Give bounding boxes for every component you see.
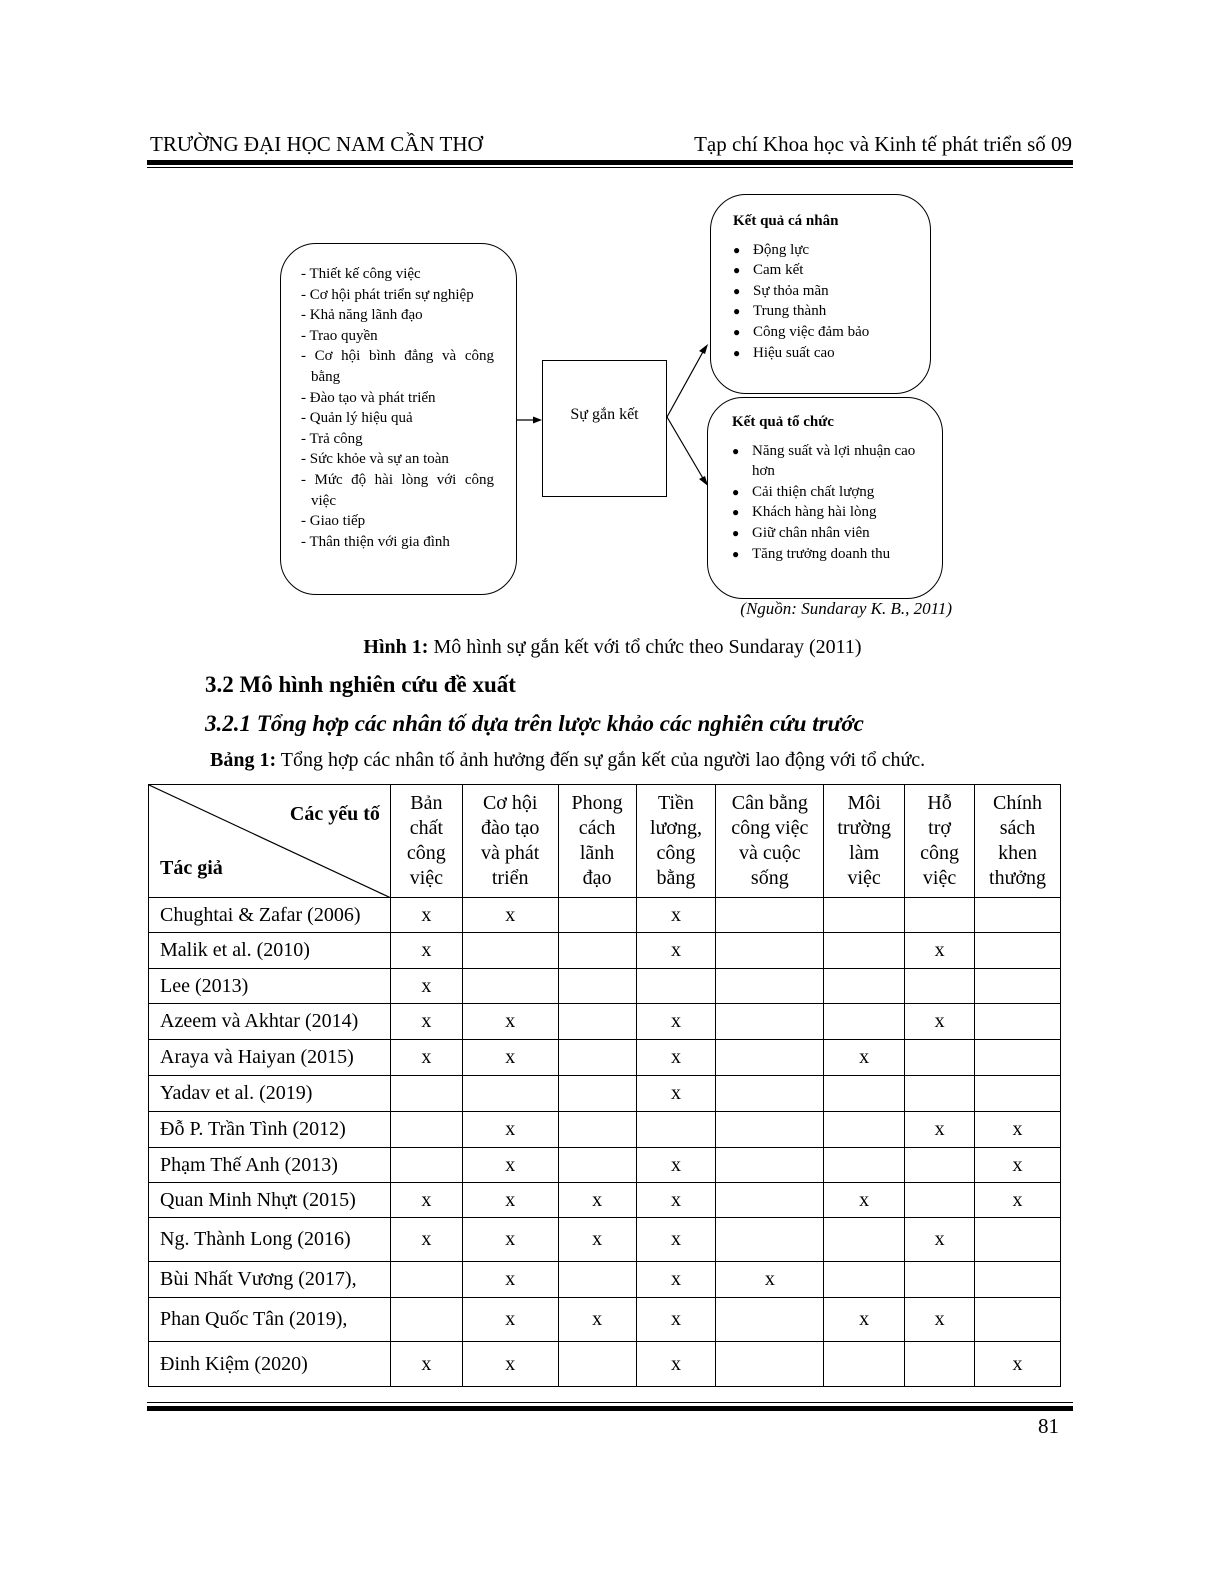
organizational-outcome-item bbox=[732, 482, 930, 503]
factor-mark-cell: x bbox=[636, 1004, 716, 1040]
factor-header-line: Bản bbox=[410, 792, 443, 814]
factor-header-line: làm bbox=[849, 842, 880, 864]
factor-header-line: Hỗ bbox=[927, 792, 952, 814]
factor-mark-cell bbox=[636, 969, 716, 1004]
organizational-outcome-item-text: Năng suất và lợi nhuận cao hơn bbox=[752, 442, 916, 480]
journal-institution: TRƯỜNG ĐẠI HỌC NAM CẦN THƠ bbox=[150, 132, 483, 156]
factor-mark-cell bbox=[824, 1218, 905, 1262]
factor-mark-cell bbox=[716, 1183, 824, 1218]
organizational-outcome-item bbox=[732, 544, 930, 565]
factor-header-line: Môi bbox=[847, 792, 881, 814]
engagement-label: Sự gắn kết bbox=[570, 405, 639, 423]
factor-mark-cell: x bbox=[905, 1112, 975, 1148]
factor-header-line: công bbox=[656, 842, 696, 864]
personal-outcomes-list bbox=[733, 240, 916, 364]
factor-mark-cell bbox=[975, 898, 1061, 933]
table-row bbox=[149, 1183, 1061, 1218]
factor-column-header bbox=[975, 785, 1061, 898]
factor-mark-cell: x bbox=[975, 1112, 1061, 1148]
personal-outcome-item bbox=[733, 281, 916, 302]
factor-header-line: triển bbox=[491, 867, 529, 889]
factor-mark-cell bbox=[905, 1040, 975, 1076]
table-row bbox=[149, 1112, 1061, 1148]
personal-outcome-item bbox=[733, 301, 916, 322]
factor-header-line: việc bbox=[847, 867, 881, 889]
factor-mark-cell: x bbox=[390, 1183, 462, 1218]
factor-mark-cell: x bbox=[462, 1183, 558, 1218]
factor-header-line: việc bbox=[409, 867, 443, 889]
factor-mark-cell bbox=[558, 1112, 636, 1148]
factor-mark-cell bbox=[824, 1076, 905, 1112]
factor-mark-cell: x bbox=[636, 1262, 716, 1298]
factor-column-header bbox=[636, 785, 716, 898]
driver-item: - Khả năng lãnh đạo bbox=[301, 307, 423, 324]
factor-mark-cell bbox=[390, 1262, 462, 1298]
factor-header-line: và phát bbox=[481, 842, 540, 864]
organizational-outcome-item bbox=[732, 441, 930, 482]
author-cell: Phạm Thế Anh (2013) bbox=[149, 1148, 391, 1183]
factor-mark-cell bbox=[905, 1342, 975, 1387]
driver-item: - Đào tạo và phát triển bbox=[301, 389, 436, 406]
driver-item: - Mức độ hài lòng với công việc bbox=[301, 471, 494, 509]
factor-mark-cell: x bbox=[636, 1183, 716, 1218]
factor-mark-cell: x bbox=[975, 1148, 1061, 1183]
organizational-outcome-item-text: Khách hàng hài lòng bbox=[752, 504, 877, 521]
organizational-outcome-item-text: Tăng trưởng doanh thu bbox=[752, 545, 891, 562]
factor-mark-cell bbox=[975, 1218, 1061, 1262]
factor-mark-cell: x bbox=[905, 1218, 975, 1262]
factor-mark-cell bbox=[716, 1112, 824, 1148]
factor-mark-cell bbox=[558, 933, 636, 969]
figure-caption bbox=[0, 636, 1225, 659]
factor-mark-cell bbox=[462, 969, 558, 1004]
factor-header-line: Chính bbox=[993, 792, 1042, 814]
table-row bbox=[149, 898, 1061, 933]
factor-mark-cell: x bbox=[905, 1298, 975, 1342]
factor-mark-cell bbox=[558, 1076, 636, 1112]
factor-mark-cell: x bbox=[636, 1342, 716, 1387]
table-row bbox=[149, 1004, 1061, 1040]
factor-mark-cell: x bbox=[636, 1148, 716, 1183]
factor-mark-cell: x bbox=[390, 933, 462, 969]
factor-mark-cell bbox=[716, 1076, 824, 1112]
table-caption bbox=[210, 749, 925, 772]
factor-mark-cell bbox=[905, 1183, 975, 1218]
factor-header-line: trợ bbox=[928, 817, 951, 839]
factor-mark-cell: x bbox=[636, 1218, 716, 1262]
factor-mark-cell bbox=[558, 1040, 636, 1076]
factor-header-line: công bbox=[406, 842, 446, 864]
table-header-row bbox=[149, 785, 1061, 898]
factor-mark-cell: x bbox=[558, 1183, 636, 1218]
author-cell: Phan Quốc Tân (2019), bbox=[149, 1298, 391, 1342]
factor-mark-cell bbox=[975, 1076, 1061, 1112]
organizational-outcome-item-text: Cải thiện chất lượng bbox=[752, 483, 875, 500]
footer-rule-thick bbox=[147, 1406, 1073, 1411]
personal-outcomes-title: Kết quả cá nhân bbox=[733, 213, 839, 229]
factor-header-line: Phong bbox=[571, 792, 623, 814]
factor-header-line: bằng bbox=[656, 867, 696, 889]
factor-mark-cell bbox=[716, 969, 824, 1004]
driver-item: - Giao tiếp bbox=[301, 513, 366, 530]
corner-factors-label: Các yếu tố bbox=[289, 803, 380, 825]
footer-rule-thin bbox=[147, 1402, 1073, 1403]
personal-outcomes-box bbox=[710, 194, 931, 394]
factor-header-line: và cuộc bbox=[738, 842, 801, 864]
factor-column-header bbox=[824, 785, 905, 898]
table-row bbox=[149, 933, 1061, 969]
table-caption-text: Tổng hợp các nhân tố ảnh hưởng đến sự gắn kết của người lao động với tổ chức. bbox=[276, 749, 926, 771]
factor-mark-cell bbox=[558, 1004, 636, 1040]
factor-header-line: chất bbox=[409, 817, 443, 839]
personal-outcome-item-text: Công việc đảm bảo bbox=[753, 323, 870, 340]
factor-mark-cell bbox=[716, 1040, 824, 1076]
bullet-icon: ● bbox=[733, 242, 741, 257]
organizational-outcomes-title: Kết quả tổ chức bbox=[732, 414, 834, 430]
table-corner-cell bbox=[149, 785, 391, 898]
factor-mark-cell bbox=[716, 933, 824, 969]
factor-mark-cell bbox=[390, 1148, 462, 1183]
factor-mark-cell: x bbox=[905, 933, 975, 969]
factor-header-line: Cân bằng bbox=[731, 792, 808, 814]
author-cell: Lee (2013) bbox=[149, 969, 391, 1004]
factor-mark-cell bbox=[824, 1112, 905, 1148]
table-row bbox=[149, 1262, 1061, 1298]
author-cell: Ng. Thành Long (2016) bbox=[149, 1218, 391, 1262]
bullet-icon: ● bbox=[732, 525, 740, 540]
factor-mark-cell bbox=[390, 1076, 462, 1112]
driver-item: - Trả công bbox=[301, 430, 363, 447]
factor-mark-cell bbox=[716, 1218, 824, 1262]
factor-header-line: khen bbox=[998, 842, 1037, 864]
factor-mark-cell bbox=[716, 1004, 824, 1040]
factor-mark-cell bbox=[558, 969, 636, 1004]
factor-mark-cell: x bbox=[390, 1040, 462, 1076]
bullet-icon: ● bbox=[733, 283, 741, 298]
personal-outcome-item bbox=[733, 343, 916, 364]
factor-header-line: sống bbox=[750, 867, 789, 889]
corner-authors-label: Tác giả bbox=[160, 857, 223, 879]
factor-mark-cell bbox=[975, 1298, 1061, 1342]
factor-mark-cell bbox=[905, 1148, 975, 1183]
factor-mark-cell bbox=[824, 1004, 905, 1040]
factor-mark-cell: x bbox=[462, 1262, 558, 1298]
factor-header-line: lương, bbox=[649, 817, 702, 839]
author-cell: Quan Minh Nhựt (2015) bbox=[149, 1183, 391, 1218]
factor-mark-cell: x bbox=[558, 1218, 636, 1262]
factor-mark-cell: x bbox=[462, 1112, 558, 1148]
factor-mark-cell: x bbox=[558, 1298, 636, 1342]
table-row bbox=[149, 1218, 1061, 1262]
factor-mark-cell bbox=[824, 933, 905, 969]
personal-outcome-item bbox=[733, 240, 916, 261]
factor-mark-cell bbox=[905, 1076, 975, 1112]
factor-mark-cell bbox=[824, 898, 905, 933]
factor-header-line: công bbox=[920, 842, 959, 864]
factor-mark-cell bbox=[390, 1298, 462, 1342]
bullet-icon: ● bbox=[733, 304, 741, 319]
factor-mark-cell: x bbox=[716, 1262, 824, 1298]
factor-mark-cell bbox=[636, 1112, 716, 1148]
figure-source: (Nguồn: Sundaray K. B., 2011) bbox=[740, 599, 952, 618]
driver-item: - Thân thiện với gia đình bbox=[301, 533, 450, 550]
factor-mark-cell bbox=[716, 898, 824, 933]
factor-column-header bbox=[462, 785, 558, 898]
driver-item: - Thiết kế công việc bbox=[301, 266, 421, 282]
factor-mark-cell: x bbox=[390, 1218, 462, 1262]
figure-caption-text: Mô hình sự gắn kết với tổ chức theo Sundaray (2011) bbox=[428, 636, 862, 658]
factor-mark-cell: x bbox=[462, 1298, 558, 1342]
table-row bbox=[149, 1076, 1061, 1112]
table-row bbox=[149, 969, 1061, 1004]
table-row bbox=[149, 1298, 1061, 1342]
bullet-icon: ● bbox=[732, 443, 740, 458]
figure-caption-label: Hình 1: bbox=[363, 636, 429, 658]
factor-mark-cell bbox=[558, 1262, 636, 1298]
personal-outcome-item bbox=[733, 322, 916, 343]
driver-item: - Trao quyền bbox=[301, 327, 378, 344]
author-cell: Malik et al. (2010) bbox=[149, 933, 391, 969]
author-cell: Azeem và Akhtar (2014) bbox=[149, 1004, 391, 1040]
organizational-outcome-item-text: Giữ chân nhân viên bbox=[752, 524, 870, 541]
factor-mark-cell bbox=[390, 1112, 462, 1148]
factor-mark-cell: x bbox=[462, 1148, 558, 1183]
author-cell: Yadav et al. (2019) bbox=[149, 1076, 391, 1112]
driver-item: - Sức khỏe và sự an toàn bbox=[301, 451, 449, 468]
factor-header-line: việc bbox=[922, 867, 957, 889]
bullet-icon: ● bbox=[733, 324, 741, 339]
factor-mark-cell: x bbox=[462, 1218, 558, 1262]
factor-mark-cell bbox=[558, 1148, 636, 1183]
driver-item: - Cơ hội phát triển sự nghiệp bbox=[301, 286, 474, 303]
table-row bbox=[149, 1148, 1061, 1183]
factor-column-header bbox=[905, 785, 975, 898]
factor-mark-cell: x bbox=[390, 898, 462, 933]
personal-outcome-item-text: Cam kết bbox=[753, 262, 804, 279]
journal-title: Tạp chí Khoa học và Kinh tế phát triển số 09 bbox=[694, 132, 1072, 156]
driver-item: - Quản lý hiệu quả bbox=[301, 410, 413, 427]
organizational-outcomes-list bbox=[732, 441, 930, 565]
factor-header-line: Tiền bbox=[657, 792, 694, 814]
factor-mark-cell: x bbox=[636, 933, 716, 969]
factor-mark-cell bbox=[824, 1148, 905, 1183]
factor-mark-cell bbox=[975, 1262, 1061, 1298]
factor-column-header bbox=[558, 785, 636, 898]
factor-mark-cell: x bbox=[975, 1183, 1061, 1218]
factor-mark-cell: x bbox=[636, 1076, 716, 1112]
factor-mark-cell: x bbox=[462, 1040, 558, 1076]
factor-column-header bbox=[390, 785, 462, 898]
factor-mark-cell: x bbox=[636, 1040, 716, 1076]
engagement-box bbox=[542, 360, 667, 497]
factor-header-line: công việc bbox=[731, 817, 809, 839]
personal-outcome-item-text: Sự thỏa mãn bbox=[753, 282, 829, 299]
factor-mark-cell bbox=[905, 898, 975, 933]
author-cell: Chughtai & Zafar (2006) bbox=[149, 898, 391, 933]
factor-header-line: đạo bbox=[582, 867, 612, 889]
factor-header-line: Cơ hội bbox=[482, 792, 538, 814]
figure-arrows bbox=[0, 0, 1225, 700]
author-cell: Đinh Kiệm (2020) bbox=[149, 1342, 391, 1387]
organizational-outcomes-box bbox=[707, 397, 943, 599]
organizational-outcome-item bbox=[732, 523, 930, 544]
author-cell: Đỗ P. Trần Tình (2012) bbox=[149, 1112, 391, 1148]
factor-mark-cell: x bbox=[462, 1342, 558, 1387]
factor-mark-cell bbox=[716, 1298, 824, 1342]
factor-mark-cell: x bbox=[390, 1004, 462, 1040]
bullet-icon: ● bbox=[733, 263, 741, 278]
factor-header-line: lãnh bbox=[579, 842, 615, 864]
author-cell: Bùi Nhất Vương (2017), bbox=[149, 1262, 391, 1298]
factor-mark-cell: x bbox=[636, 898, 716, 933]
factor-mark-cell bbox=[824, 969, 905, 1004]
factor-mark-cell: x bbox=[390, 1342, 462, 1387]
subsection-heading: 3.2.1 Tổng hợp các nhân tố dựa trên lược khảo các nghiên cứu trước bbox=[205, 711, 864, 736]
factor-mark-cell bbox=[975, 1004, 1061, 1040]
personal-outcome-item-text: Trung thành bbox=[753, 303, 827, 320]
factor-mark-cell bbox=[975, 969, 1061, 1004]
bullet-icon: ● bbox=[732, 546, 740, 561]
page-number: 81 bbox=[1038, 1414, 1059, 1438]
factor-mark-cell: x bbox=[905, 1004, 975, 1040]
factor-column-header bbox=[716, 785, 824, 898]
bullet-icon: ● bbox=[732, 484, 740, 499]
factor-header-line: đào tạo bbox=[481, 817, 540, 839]
personal-outcome-item-text: Động lực bbox=[753, 241, 810, 258]
factors-table bbox=[148, 784, 1061, 1387]
factor-mark-cell bbox=[905, 969, 975, 1004]
author-cell: Araya và Haiyan (2015) bbox=[149, 1040, 391, 1076]
table-row bbox=[149, 1040, 1061, 1076]
factor-mark-cell: x bbox=[462, 1004, 558, 1040]
factor-mark-cell bbox=[462, 1076, 558, 1112]
personal-outcome-item-text: Hiệu suất cao bbox=[753, 344, 835, 361]
factor-mark-cell: x bbox=[462, 898, 558, 933]
factor-mark-cell: x bbox=[824, 1183, 905, 1218]
factor-mark-cell: x bbox=[824, 1040, 905, 1076]
factor-mark-cell bbox=[975, 1040, 1061, 1076]
factor-mark-cell bbox=[558, 898, 636, 933]
section-heading: 3.2 Mô hình nghiên cứu đề xuất bbox=[205, 672, 516, 697]
organizational-outcome-item bbox=[732, 502, 930, 523]
factor-mark-cell bbox=[824, 1342, 905, 1387]
factor-header-line: trường bbox=[837, 817, 891, 839]
table-caption-label: Bảng 1: bbox=[210, 749, 277, 771]
personal-outcome-item bbox=[733, 260, 916, 281]
driver-item: - Cơ hội bình đẳng và công bằng bbox=[301, 348, 494, 385]
bullet-icon: ● bbox=[733, 345, 741, 360]
factor-mark-cell: x bbox=[390, 969, 462, 1004]
factor-mark-cell bbox=[462, 933, 558, 969]
factor-header-line: thưởng bbox=[989, 867, 1046, 889]
bullet-icon: ● bbox=[732, 505, 740, 520]
factor-mark-cell bbox=[824, 1262, 905, 1298]
factor-mark-cell: x bbox=[636, 1298, 716, 1342]
factor-mark-cell bbox=[975, 933, 1061, 969]
factor-header-line: sách bbox=[999, 817, 1036, 839]
factor-mark-cell: x bbox=[824, 1298, 905, 1342]
factor-mark-cell bbox=[716, 1342, 824, 1387]
factor-mark-cell bbox=[905, 1262, 975, 1298]
table-row bbox=[149, 1342, 1061, 1387]
factor-mark-cell bbox=[558, 1342, 636, 1387]
factor-mark-cell: x bbox=[975, 1342, 1061, 1387]
factor-mark-cell bbox=[716, 1148, 824, 1183]
factor-header-line: cách bbox=[578, 817, 616, 839]
